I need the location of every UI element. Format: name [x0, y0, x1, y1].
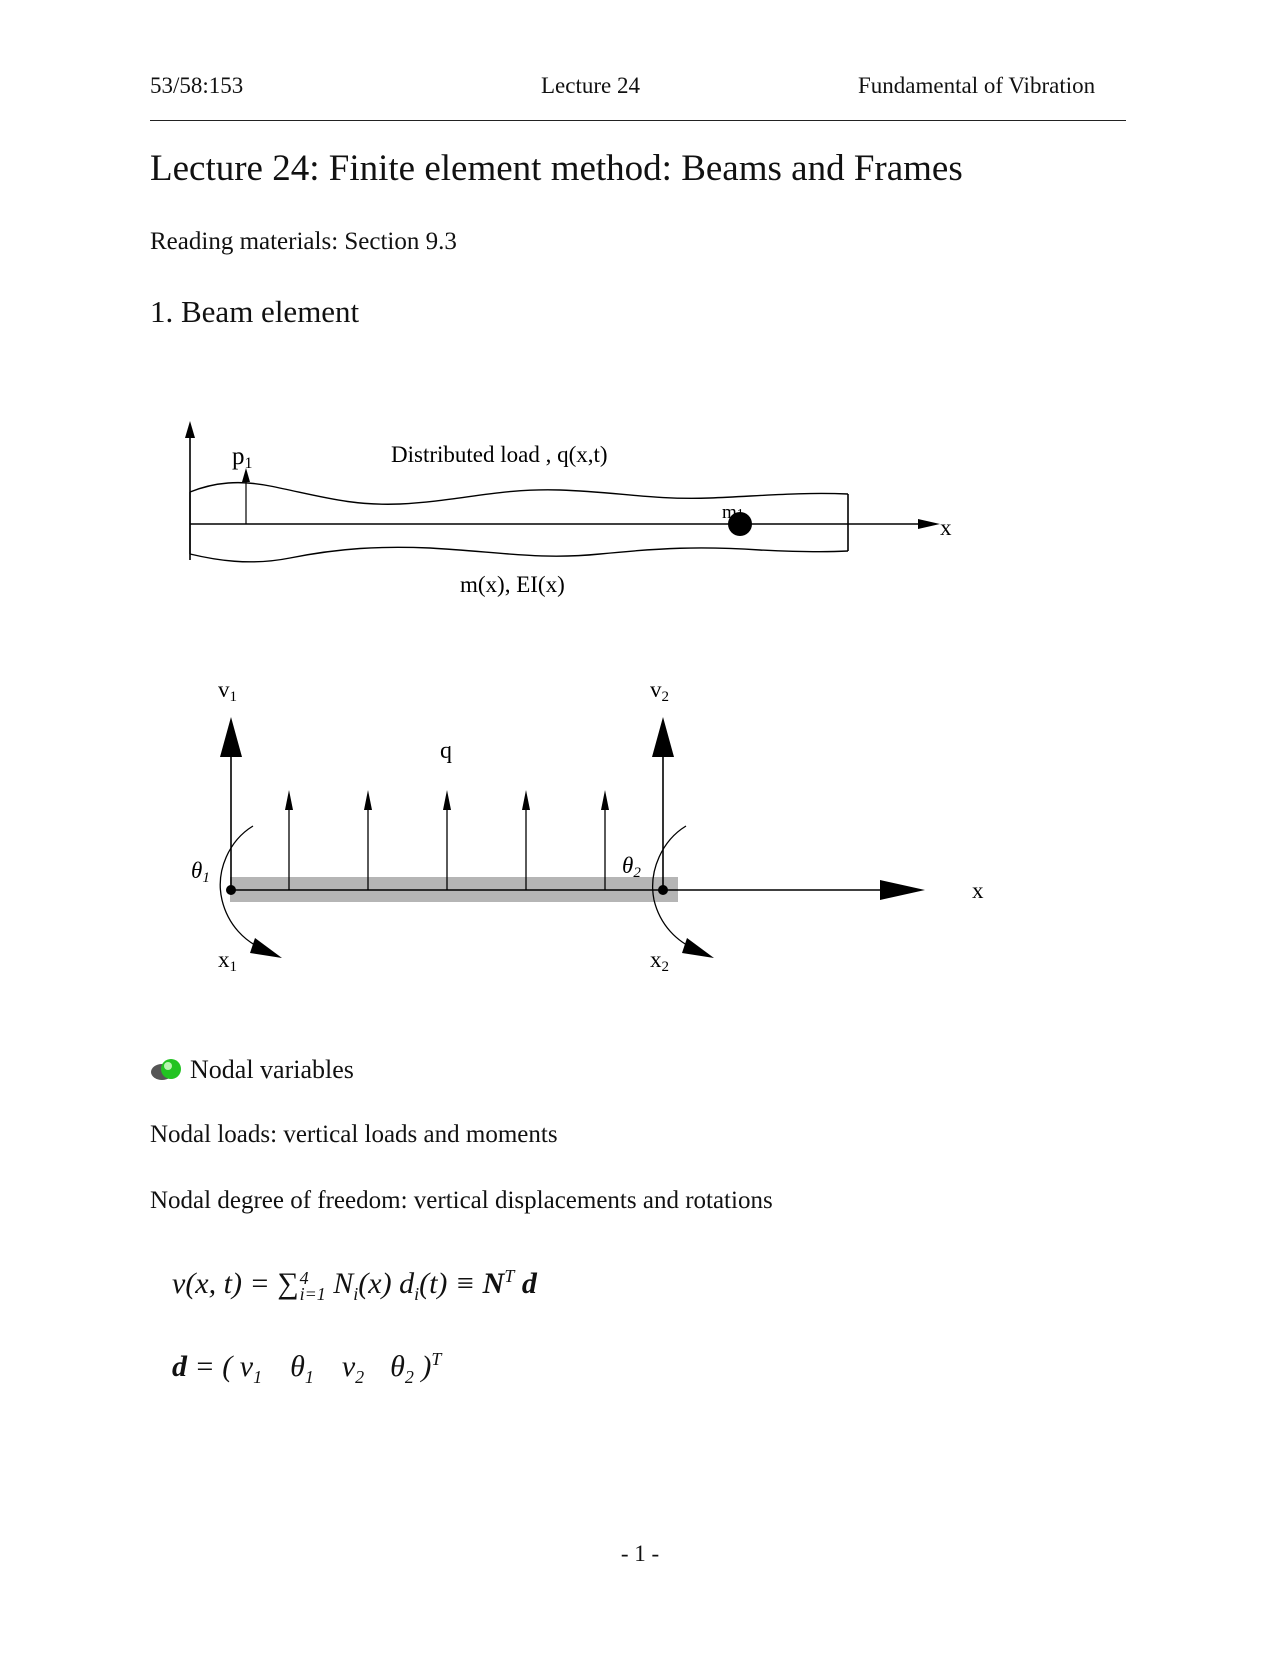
fig2-x2-label: x2	[650, 947, 669, 975]
fig2-axis-label: x	[972, 878, 984, 903]
header-course: 53/58:153	[150, 73, 244, 98]
bullet-heading-text: Nodal variables	[190, 1055, 354, 1084]
fig1-distributed-load-label: Distributed load , q(x,t)	[391, 442, 608, 467]
equation-nodal-vector: d = ( $v_1$ $\theta_1$ $v_2$ $\theta_2$ )$^T$	[172, 1349, 442, 1387]
fig2-q-label: q	[440, 738, 452, 764]
fig2-x1-label: x1	[218, 947, 237, 975]
fig2-x-axis-arrow	[880, 880, 925, 900]
header-subject: Fundamental of Vibration	[858, 73, 1096, 98]
fig1-mass-label: m1	[722, 502, 744, 523]
fig2-v2-label: v2	[650, 677, 669, 705]
section-heading: 1. Beam element	[150, 294, 360, 329]
fig1-property-label: m(x), EI(x)	[460, 572, 565, 597]
fig2-v1-arrow	[220, 717, 242, 757]
fig2-distributed-load-arrows	[285, 790, 609, 890]
green-bullet-icon	[150, 1057, 184, 1083]
nodal-loads-text: Nodal loads: vertical loads and moments	[150, 1121, 558, 1148]
fig2-theta2-label: θ2	[622, 853, 641, 881]
fig1-axis-label: x	[940, 515, 952, 540]
fig2-theta2-arrow	[682, 938, 714, 958]
fig2-v2-arrow	[652, 717, 674, 757]
fig2-theta1-arrow	[250, 938, 282, 958]
page-title: Lecture 24: Finite element method: Beams and Frames	[150, 148, 963, 189]
bullet-nodal-variables	[150, 1055, 354, 1085]
fig1-point-load-label: p1	[232, 443, 253, 472]
nodal-dof-text: Nodal degree of freedom: vertical displacements and rotations	[150, 1187, 773, 1214]
reading-materials: Reading materials: Section 9.3	[150, 228, 457, 255]
header-lecture: Lecture 24	[541, 73, 640, 98]
equation-displacement: v(x, t) = ∑ 4 i=1 $N_i(x) d_i(t) \equiv N^T$ d	[172, 1266, 537, 1305]
fig2-theta1-label: θ1	[191, 858, 210, 886]
page-number: - 1 -	[620, 1541, 660, 1566]
fig2-v1-label: v1	[218, 677, 237, 705]
